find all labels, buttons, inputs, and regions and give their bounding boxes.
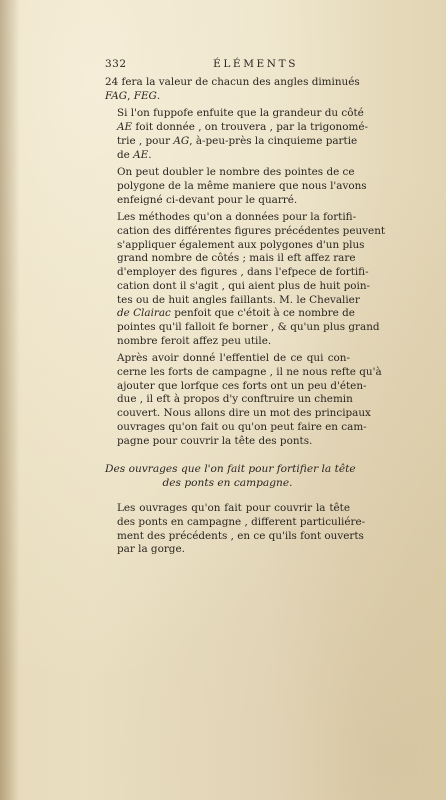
text-run: d'employer des figures , dans l'efpece de fortifi- bbox=[117, 266, 369, 279]
section-heading bbox=[105, 462, 356, 490]
text-run: cation dont il s'agit , qui aient plus de huit poin- bbox=[117, 279, 371, 292]
paragraph bbox=[105, 107, 368, 162]
text-run: . bbox=[148, 148, 152, 161]
text-run: Si l'on fuppofe enfuite que la grandeur du côté bbox=[117, 107, 364, 120]
text-line bbox=[105, 107, 364, 121]
page-number: 332 bbox=[105, 58, 127, 70]
text-run: nombre feroit affez peu utile. bbox=[117, 334, 272, 347]
text-line bbox=[105, 407, 371, 421]
text-run: s'appliquer également aux polygones d'un plus bbox=[117, 238, 365, 251]
text-line bbox=[105, 76, 360, 90]
text-line bbox=[105, 435, 350, 449]
page-gutter-shadow bbox=[0, 0, 20, 800]
text-line bbox=[105, 179, 367, 194]
italic-run: FEG bbox=[133, 89, 157, 102]
text-line bbox=[105, 320, 380, 335]
running-title: ÉLÉMENTS bbox=[213, 58, 298, 70]
text-line: par la gorge. bbox=[117, 543, 185, 556]
text-line bbox=[105, 420, 367, 435]
paragraph bbox=[105, 76, 360, 103]
text-line bbox=[105, 252, 356, 266]
text-run: ouvrages qu'on fait ou qu'on peut faire en cam- bbox=[117, 420, 367, 433]
text-run: 24 fera la valeur de chacun des angles diminués bbox=[105, 76, 360, 88]
paragraph bbox=[105, 166, 367, 207]
text-line bbox=[105, 307, 355, 321]
italic-run: AE bbox=[117, 121, 133, 134]
text-run: , bbox=[127, 89, 134, 102]
body-paragraphs bbox=[105, 76, 386, 448]
text-line bbox=[105, 293, 360, 308]
text-run: enfeigné ci-devant pour le quarré. bbox=[117, 193, 298, 206]
text-run: Après avoir donné l'effentiel de ce qui con- bbox=[117, 352, 350, 365]
section-heading-line: des ponts en campagne. bbox=[162, 477, 293, 490]
text-line bbox=[105, 238, 365, 253]
text-line: des ponts en campagne , different particuliére- bbox=[117, 515, 366, 528]
italic-run: AE bbox=[133, 148, 149, 161]
text-run: grand nombre de côtés ; mais il eft affez rare bbox=[117, 252, 356, 265]
text-line bbox=[105, 279, 371, 294]
text-line bbox=[105, 379, 367, 394]
text-run: foit donnée , on trouvera , par la trigonomé- bbox=[132, 121, 368, 134]
text-block bbox=[105, 58, 386, 561]
italic-run: AG bbox=[173, 134, 190, 147]
text-line bbox=[105, 335, 350, 349]
paragraph bbox=[105, 211, 386, 348]
text-line: Les ouvrages qu'on fait pour couvrir la tête bbox=[117, 502, 350, 515]
paragraph bbox=[105, 352, 382, 448]
text-run: cerne les forts de campagne , il ne nous refte qu'à bbox=[117, 366, 382, 379]
text-run: On peut doubler le nombre des pointes de ce bbox=[117, 166, 355, 179]
text-run: . bbox=[156, 89, 161, 102]
text-line bbox=[105, 366, 382, 380]
text-line bbox=[105, 393, 353, 407]
text-run: , à-peu-près la cinquieme partie bbox=[189, 134, 358, 147]
text-run: de bbox=[117, 148, 134, 161]
text-run: trie , pour bbox=[117, 134, 174, 147]
text-line bbox=[105, 194, 350, 208]
text-run: Les méthodes qu'on a données pour la fortifi- bbox=[117, 211, 357, 224]
text-run: cation des différentes figures précédentes peuvent bbox=[117, 225, 386, 238]
text-run: couvert. Nous allons dire un mot des principaux bbox=[117, 407, 371, 420]
text-line bbox=[105, 121, 368, 135]
section-heading-line: Des ouvrages que l'on fait pour fortifier la tête bbox=[105, 463, 356, 476]
text-run: ajouter que lorfque ces forts ont un peu d'éten- bbox=[117, 379, 367, 392]
text-run: due , il eft à propos d'y conftruire un chemin bbox=[117, 393, 353, 406]
italic-run: de Clairac bbox=[117, 307, 171, 320]
text-line bbox=[105, 134, 358, 149]
text-run: tes ou de huit angles faillants. M. le Chevalier bbox=[117, 293, 360, 306]
text-run: polygone de la même maniere que nous l'avons bbox=[117, 179, 367, 192]
final-paragraph bbox=[105, 502, 366, 557]
text-run: penfoit que c'étoit à ce nombre de bbox=[170, 307, 355, 320]
text-run: pointes qu'il falloit fe borner , & qu'un plus grand bbox=[117, 320, 380, 333]
text-line bbox=[105, 149, 350, 163]
italic-run: FAG bbox=[105, 89, 128, 102]
page-header bbox=[105, 58, 350, 70]
text-run: pagne pour couvrir la tête des ponts. bbox=[117, 434, 313, 447]
text-line bbox=[105, 352, 350, 366]
text-line: ment des précédents , en ce qu'ils font ouverts bbox=[117, 529, 364, 542]
text-line bbox=[105, 225, 386, 239]
text-line bbox=[105, 166, 355, 180]
text-line bbox=[105, 266, 369, 280]
text-line bbox=[105, 90, 350, 104]
text-line bbox=[105, 211, 357, 225]
